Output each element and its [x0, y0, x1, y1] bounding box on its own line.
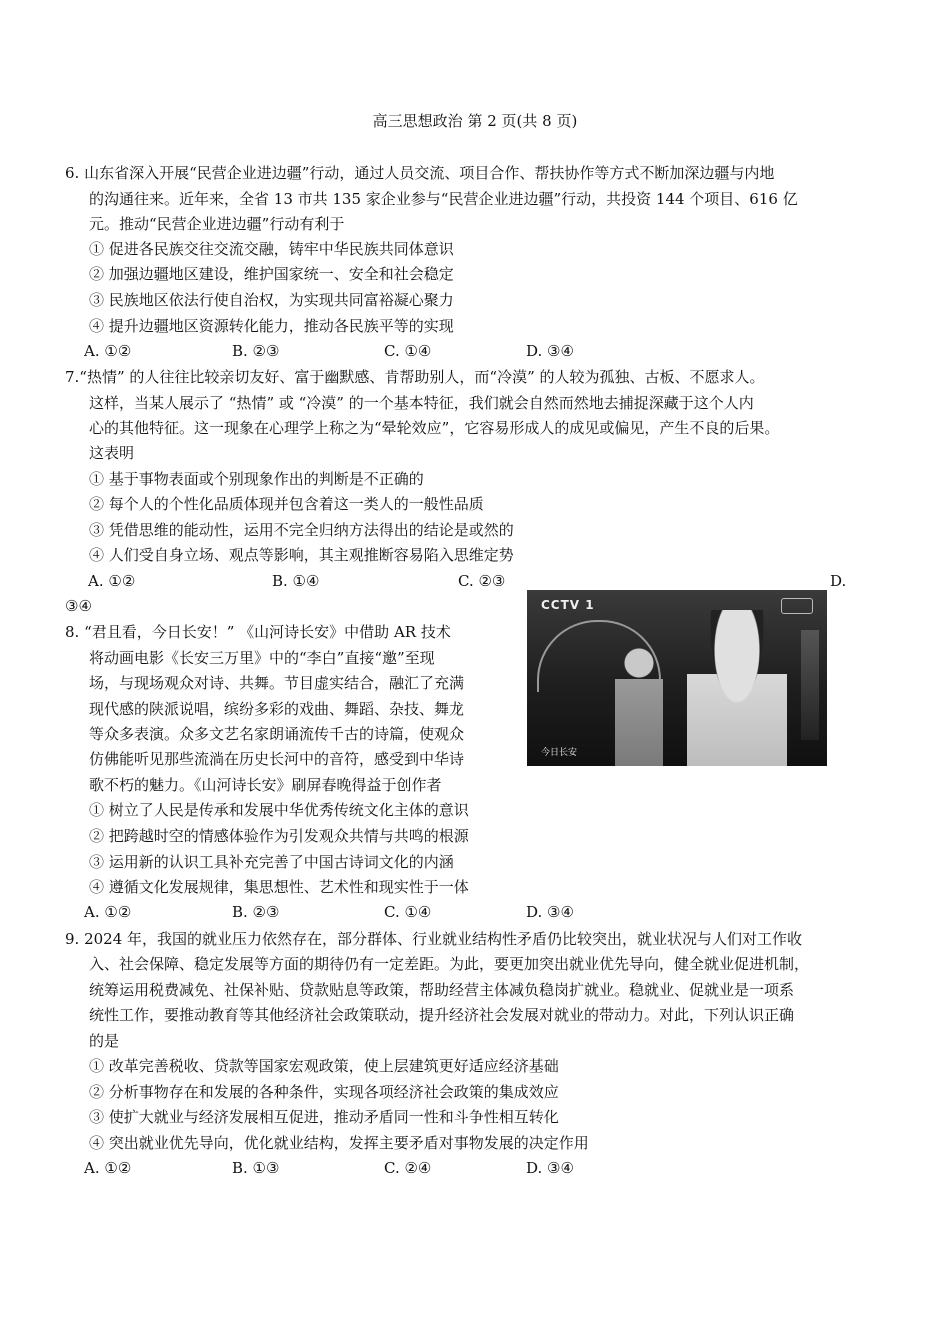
question-6-answer-a: A. ①② [84, 342, 132, 360]
question-6-stem-line: 的沟通往来。近年来，全省 13 市共 135 家企业参与“民营企业进边疆”行动，共投资 144 个项目、616 亿 [89, 190, 798, 208]
question-8-answer-d: D. ③④ [526, 903, 574, 921]
li-bai-ar-figure [687, 610, 787, 766]
question-8-stem-line: 等众多表演。众多文艺名家朗诵流传千古的诗篇，使观众 [89, 725, 465, 743]
question-8-stem-line: 将动画电影《长安三万里》中的“李白”直接“邀”至现 [89, 649, 435, 667]
question-8-answer-a: A. ①② [84, 903, 132, 921]
question-8-stem-line: 现代感的陕派说唱，缤纷多彩的戏曲、舞蹈、杂技、舞龙 [89, 700, 465, 718]
question-9-option-4: ④ 突出就业优先导向，优化就业结构，发挥主要矛盾对事物发展的决定作用 [89, 1134, 589, 1152]
question-6-option-2: ② 加强边疆地区建设，维护国家统一、安全和社会稳定 [89, 265, 454, 283]
question-7-stem-line: 这样，当某人展示了 “热情” 或 “冷漠” 的一个基本特征，我们就会自然而然地去捕捉深藏于这个人内 [89, 394, 754, 412]
question-9-stem-line: 统性工作，要推动教育等其他经济社会政策联动，提升经济社会发展对就业的带动力。对此，下列认识正确 [89, 1006, 795, 1024]
question-7-answer-b: B. ①④ [272, 572, 320, 590]
question-8-option-4: ④ 遵循文化发展规律，集思想性、艺术性和现实性于一体 [89, 878, 469, 896]
question-7-answer-d: D. [830, 572, 847, 590]
question-9-option-1: ① 改革完善税收、贷款等国家宏观政策，使上层建筑更好适应经济基础 [89, 1057, 559, 1075]
question-9-answer-b: B. ①③ [232, 1159, 280, 1177]
tv-broadcast-photo [527, 590, 827, 766]
question-6-stem-line: 6. 山东省深入开展“民营企业进边疆”行动，通过人员交流、项目合作、帮扶协作等方式不断加深边疆与内地 [65, 164, 775, 182]
question-6-option-1: ① 促进各民族交往交流交融，铸牢中华民族共同体意识 [89, 240, 454, 258]
question-7-answer-c: C. ②③ [458, 572, 506, 590]
question-9-stem-line: 统筹运用税费减免、社保补贴、贷款贴息等政策，帮助经营主体减负稳岗扩就业。稳就业、促就业是一项系 [89, 981, 795, 999]
question-9-stem-line: 的是 [89, 1032, 120, 1050]
page-header: 高三思想政治 第 2 页(共 8 页) [372, 112, 578, 130]
question-9-answer-d: D. ③④ [526, 1159, 574, 1177]
question-6-option-3: ③ 民族地区依法行使自治权，为实现共同富裕凝心聚力 [89, 291, 454, 309]
question-7-answer-d-value: ③④ [65, 597, 92, 615]
question-8-stem-line: 仿佛能听见那些流淌在历史长河中的音符，感受到中华诗 [89, 750, 465, 768]
question-7-stem-line: 7.“热情” 的人往往比较亲切友好、富于幽默感、肯帮助别人，而“冷漠” 的人较为孤独、古板、不愿求人。 [65, 368, 765, 386]
question-8-option-1: ① 树立了人民是传承和发展中华优秀传统文化主体的意识 [89, 801, 469, 819]
question-6-answer-c: C. ①④ [384, 342, 432, 360]
question-7-option-3: ③ 凭借思维的能动性，运用不完全归纳方法得出的结论是或然的 [89, 521, 514, 539]
question-9-stem-line: 9. 2024 年，我国的就业压力依然存在，部分群体、行业就业结构性矛盾仍比较突出，就业状况与人们对工作收 [65, 930, 803, 948]
question-7-option-1: ① 基于事物表面或个别现象作出的判断是不正确的 [89, 470, 424, 488]
question-7-stem-line: 这表明 [89, 444, 135, 462]
performer-figure [615, 645, 663, 766]
question-8-stem-line: 8. “君且看，今日长安！” 《山河诗长安》中借助 AR 技术 [65, 623, 451, 641]
question-8-option-3: ③ 运用新的认识工具补充完善了中国古诗词文化的内涵 [89, 853, 454, 871]
question-6-option-4: ④ 提升边疆地区资源转化能力，推动各民族平等的实现 [89, 317, 454, 335]
question-8-answer-c: C. ①④ [384, 903, 432, 921]
question-7-option-4: ④ 人们受自身立场、观点等影响，其主观推断容易陷入思维定势 [89, 546, 514, 564]
question-8-stem-line: 歌不朽的魅力。《山河诗长安》刷屏春晚得益于创作者 [89, 776, 442, 794]
question-8-option-2: ② 把跨越时空的情感体验作为引发观众共情与共鸣的根源 [89, 827, 469, 845]
question-9-answer-c: C. ②④ [384, 1159, 432, 1177]
question-6-answer-b: B. ②③ [232, 342, 280, 360]
stage-light [801, 630, 819, 740]
question-9-option-3: ③ 使扩大就业与经济发展相互促进，推动矛盾同一性和斗争性相互转化 [89, 1108, 559, 1126]
question-8-answer-b: B. ②③ [232, 903, 280, 921]
question-6-stem-line: 元。推动“民营企业进边疆”行动有利于 [89, 215, 345, 233]
question-9-option-2: ② 分析事物存在和发展的各种条件，实现各项经济社会政策的集成效应 [89, 1083, 559, 1101]
cctv-logo: CCTV 1 [541, 598, 595, 612]
question-9-stem-line: 入、社会保障、稳定发展等方面的期待仍有一定差距。为此，要更加突出就业优先导向，健全就业促进机制， [89, 955, 810, 973]
question-6-answer-d: D. ③④ [526, 342, 574, 360]
question-7-stem-line: 心的其他特征。这一现象在心理学上称之为“晕轮效应”，它容易形成人的成见或偏见，产生不良的后果。 [89, 419, 780, 437]
question-8-stem-line: 场，与现场观众对诗、共舞。节目虚实结合，融汇了充满 [89, 674, 465, 692]
broadcast-caption: 今日长安 [541, 748, 578, 758]
question-9-answer-a: A. ①② [84, 1159, 132, 1177]
question-7-answer-a: A. ①② [88, 572, 136, 590]
question-7-option-2: ② 每个人的个性化品质体现并包含着这一类人的一般性品质 [89, 495, 484, 513]
